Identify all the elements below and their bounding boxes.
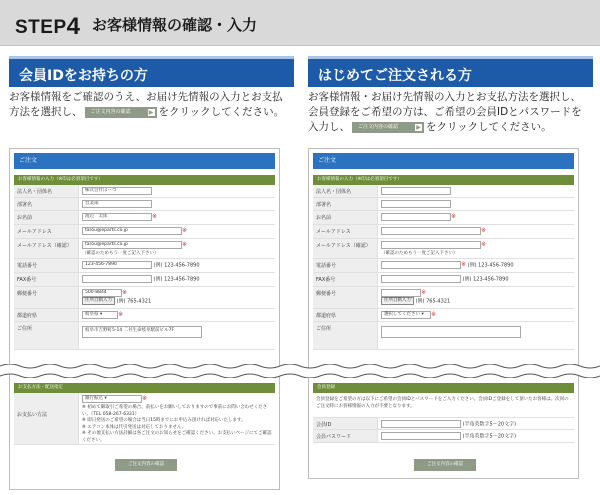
payment-value: 銀行振込 — [85, 396, 103, 401]
field-label: 郵便番号 — [313, 287, 378, 308]
payment-section — [14, 383, 275, 445]
required-mark: ※ — [182, 241, 188, 248]
field-hint: (半角英数字5～20文字) — [462, 433, 517, 440]
postal-input[interactable]: 500-8844 — [82, 289, 122, 297]
form-row — [313, 322, 574, 350]
required-mark: ※ — [451, 213, 457, 220]
field-label: 会員ID — [313, 418, 378, 429]
required-mark: ※ — [431, 311, 437, 318]
form-row — [14, 239, 275, 259]
form-row — [313, 309, 574, 322]
required-mark: ※ — [182, 227, 188, 234]
member-description — [9, 90, 294, 120]
required-mark: ※ — [122, 289, 128, 296]
step-word: STEP — [15, 17, 67, 38]
guest-form-preview — [308, 148, 579, 479]
confirm-order-button[interactable]: ご注文内容の確認 — [414, 459, 476, 471]
inline-confirm-label: ご注文内容の確認 — [358, 123, 399, 130]
payment-note: ※ その他支払い方法詳細は各ご注文のお知らせをご確認ください。お支払いページにてご確認ください。 — [82, 431, 272, 443]
field-label: ご住所 — [14, 322, 79, 349]
phone-input[interactable]: 123-456-7890 — [82, 261, 152, 269]
field-label: FAX番号 — [14, 273, 79, 286]
required-mark: ※ — [481, 227, 487, 234]
form-row — [313, 198, 574, 211]
payment-notes — [82, 405, 272, 444]
guest-heading: はじめてご注文される方 — [308, 56, 593, 87]
guest-desc-after: をクリックしてください。 — [426, 121, 552, 133]
form-row — [14, 287, 275, 309]
customer-section-bar: お客様情報の入力（※印は必須項目です） — [313, 175, 574, 185]
member-desc-before: お客様情報をご確認のうえ、お届け先情報の入力とお支払方法を選択し、 — [9, 91, 283, 118]
field-label: メールアドレス — [14, 225, 79, 238]
member-section — [313, 383, 574, 443]
field-label: FAX番号 — [313, 273, 378, 286]
department-input[interactable]: 営業部 — [82, 200, 152, 208]
prefecture-select[interactable] — [82, 311, 118, 319]
field-label: お名前 — [313, 211, 378, 224]
chevron-down-icon: ▾ — [421, 312, 424, 317]
field-label: お名前 — [14, 211, 79, 224]
customer-section-bar: お客様情報の入力（※印は必須項目です） — [14, 175, 275, 185]
member-password-input[interactable] — [381, 432, 461, 440]
arrow-icon: ▶ — [416, 123, 421, 131]
required-mark: ※ — [152, 213, 158, 220]
payment-section-bar: お支払方法・配送指定 — [14, 383, 275, 393]
phone-example: (例) 123-456-7890 — [467, 262, 514, 269]
form-row — [14, 273, 275, 287]
required-mark: ※ — [118, 311, 124, 318]
field-label: メールアドレス — [313, 225, 378, 238]
form-row — [313, 211, 574, 225]
required-mark: ※ — [481, 241, 487, 248]
payment-note: ※ 初めて御取引ご希望の場合、前払いをお願いしておりますので事前にお問い合わせください。（TEL 058-267-6331） — [82, 405, 268, 417]
form-row — [313, 287, 574, 309]
step-title: お客様情報の確認・入力 — [92, 16, 258, 34]
name-input[interactable] — [381, 213, 451, 221]
field-label: 部署名 — [14, 198, 79, 210]
field-hint: （確認のためもう一度ご記入下さい） — [82, 251, 159, 256]
customer-section — [14, 175, 275, 350]
field-label: メールアドレス（確認） — [313, 239, 378, 258]
field-label: 電話番号 — [14, 259, 79, 272]
field-label: 法人名・団体名 — [313, 185, 378, 197]
required-mark: ※ — [421, 289, 427, 296]
member-note: 会員登録をご希望の方は以下にご希望の会員IDとパスワードをご入力ください。会員IDご登録をして頂いたお客様は、次回のご注文時にお客様情報の入力が不要となります。 — [316, 397, 569, 409]
form-row — [313, 259, 574, 273]
member-column — [9, 56, 294, 120]
address-textarea[interactable] — [381, 326, 521, 338]
postal-example: (例) 765-4321 — [415, 298, 451, 305]
step-header — [0, 0, 600, 46]
phone-example: (例) 123-456-7890 — [153, 262, 200, 269]
email-confirm-input[interactable]: tarou@eparts.co.jp — [82, 241, 182, 249]
fax-input[interactable] — [82, 275, 152, 283]
order-header-bar: ご注文 — [14, 153, 275, 169]
field-label: 郵便番号 — [14, 287, 79, 308]
phone-input[interactable] — [381, 261, 461, 269]
field-label: 法人名・団体名 — [14, 185, 79, 197]
form-row — [14, 225, 275, 239]
payment-note: ※ エアコン本体は代引発送は対応しておりません。 — [82, 424, 187, 430]
company-input[interactable] — [381, 187, 451, 195]
inline-confirm-label: ご注文内容の確認 — [90, 108, 131, 115]
order-header-bar: ご注文 — [313, 153, 574, 169]
field-label: メールアドレス（確認） — [14, 239, 79, 258]
arrow-icon: ▶ — [148, 108, 154, 116]
form-row — [14, 309, 275, 322]
form-row — [14, 322, 275, 350]
inline-confirm-button — [85, 107, 157, 118]
required-mark: ※ — [142, 395, 148, 402]
inline-confirm-button — [352, 122, 424, 133]
field-label: ご住所 — [313, 322, 378, 349]
required-mark: ※ — [461, 261, 467, 268]
field-label: 電話番号 — [313, 259, 378, 272]
department-input[interactable] — [381, 200, 451, 208]
prefecture-select[interactable] — [381, 311, 431, 319]
chevron-down-icon: ▾ — [99, 312, 103, 317]
email-input[interactable] — [381, 227, 481, 235]
member-section-bar: 会員登録 — [313, 383, 574, 393]
member-id-input[interactable] — [381, 420, 461, 428]
chevron-down-icon: ▾ — [104, 396, 107, 401]
step-label — [15, 12, 80, 40]
member-form-preview — [9, 148, 280, 490]
step-number: 4 — [66, 13, 81, 40]
company-input[interactable]: 株式会社ぽーつ — [82, 187, 152, 195]
guest-column — [308, 56, 593, 135]
form-row — [14, 393, 275, 445]
fax-example: (例) 123-456-7890 — [462, 276, 509, 283]
form-row — [313, 225, 574, 239]
form-row — [313, 417, 574, 430]
field-label: 都道府県 — [14, 309, 79, 321]
email-confirm-input[interactable] — [381, 241, 481, 249]
field-label: 部署名 — [313, 198, 378, 210]
form-row — [14, 259, 275, 273]
member-desc-after: をクリックしてください。 — [158, 106, 285, 118]
payment-select[interactable] — [82, 395, 142, 403]
payment-note: ※ 即日発送のご希望の場合は当日15時までにお申込み頂ければ対応いたします。 — [82, 418, 246, 423]
prefecture-value: 選択してください — [384, 312, 420, 317]
customer-section — [313, 175, 574, 350]
field-label: 都道府県 — [313, 309, 378, 321]
fax-input[interactable] — [381, 275, 461, 283]
form-row — [313, 239, 574, 259]
postal-example: (例) 765-4321 — [116, 298, 152, 305]
guest-desc-before: お客様情報・お届け先情報の入力とお支払方法を選択し、会員登録をご希望の方は、ご希望の会員IDとパスワードを入力し、 — [308, 91, 582, 133]
form-row — [14, 198, 275, 211]
form-row — [14, 211, 275, 225]
name-input[interactable]: 渡辺 太郎 — [82, 213, 152, 221]
cut-line-divider — [0, 364, 600, 378]
member-heading: 会員IDをお持ちの方 — [9, 56, 294, 87]
postal-input[interactable] — [381, 289, 421, 297]
field-hint: (半角英数字5～20文字) — [462, 421, 517, 428]
field-label: お支払い方法 — [14, 393, 79, 444]
confirm-order-button[interactable]: ご注文内容の確認 — [115, 459, 177, 471]
form-row — [14, 185, 275, 198]
fax-example: (例) 123-456-7890 — [153, 276, 200, 283]
field-hint: （確認のためもう一度ご記入下さい） — [381, 251, 458, 256]
address-lookup-button[interactable]: 住所自動入力 — [381, 297, 414, 305]
form-row — [313, 185, 574, 198]
address-textarea[interactable]: 岐阜市吉野町5-14 二井生命岐阜駅前ビル7F — [82, 326, 202, 338]
guest-description — [308, 90, 593, 135]
address-lookup-button[interactable]: 住所自動入力 — [82, 297, 115, 305]
field-label: 会員パスワード — [313, 430, 378, 442]
form-row — [313, 430, 574, 443]
prefecture-value: 岐阜県 — [85, 312, 99, 317]
form-row — [313, 273, 574, 287]
email-input[interactable]: tarou@eparts.co.jp — [82, 227, 182, 235]
